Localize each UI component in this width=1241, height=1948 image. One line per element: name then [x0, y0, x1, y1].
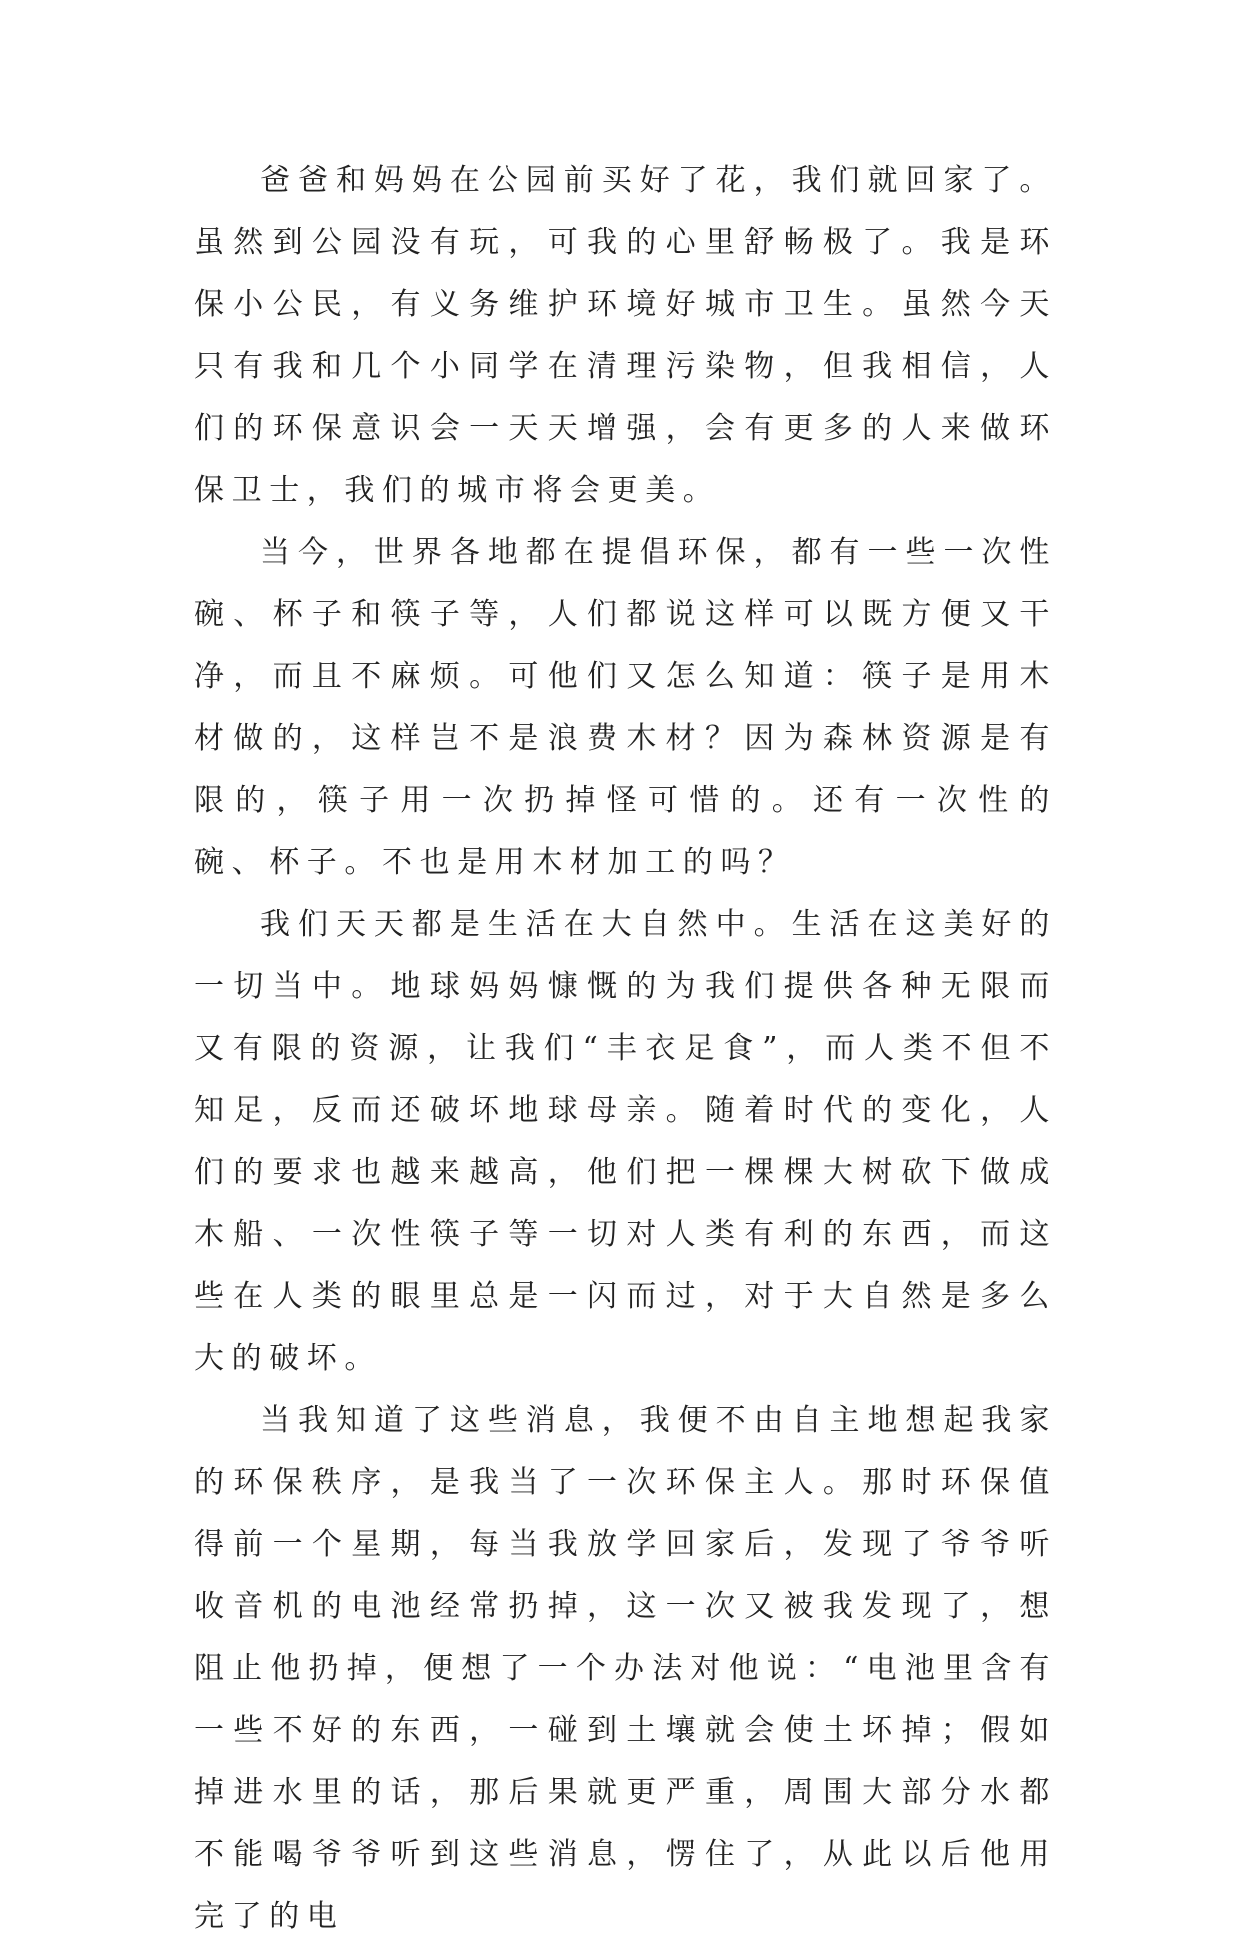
paragraph-2: 当今，世界各地都在提倡环保，都有一些一次性碗、杯子和筷子等，人们都说这样可以既方便又干净，而且不麻烦。可他们又怎么知道：筷子是用木材做的，这样岂不是浪费木材？因为森林资源是有限的，筷子用一次扔掉怪可惜的。还有一次性的碗、杯子。不也是用木材加工的吗？ — [194, 535, 1057, 880]
paragraph-1: 爸爸和妈妈在公园前买好了花，我们就回家了。虽然到公园没有玩，可我的心里舒畅极了。我是环保小公民，有义务维护环境好城市卫生。虽然今天只有我和几个小同学在清理污染物，但我相信，人们的环保意识会一天天增强，会有更多的人来做环保卫士，我们的城市将会更美。 — [194, 163, 1057, 508]
document-body — [194, 150, 1057, 1948]
paragraph-4: 当我知道了这些消息，我便不由自主地想起我家的环保秩序，是我当了一次环保主人。那时环保值得前一个星期，每当我放学回家后，发现了爷爷听收音机的电池经常扔掉，这一次又被我发现了，想阻止他扔掉，便想了一个办法对他说：“电池里含有一些不好的东西，一碰到土壤就会使土坏掉；假如掉进水里的话，那后果就更严重，周围大部分水都不能喝爷爷听到这些消息，愣住了，从此以后他用完了的电 — [194, 1403, 1057, 1934]
paragraph-3: 我们天天都是生活在大自然中。生活在这美好的一切当中。地球妈妈慷慨的为我们提供各种无限而又有限的资源，让我们“丰衣足食”，而人类不但不知足，反而还破坏地球母亲。随着时代的变化，人们的要求也越来越高，他们把一棵棵大树砍下做成木船、一次性筷子等一切对人类有利的东西，而这些在人类的眼里总是一闪而过，对于大自然是多么大的破坏。 — [194, 907, 1057, 1376]
